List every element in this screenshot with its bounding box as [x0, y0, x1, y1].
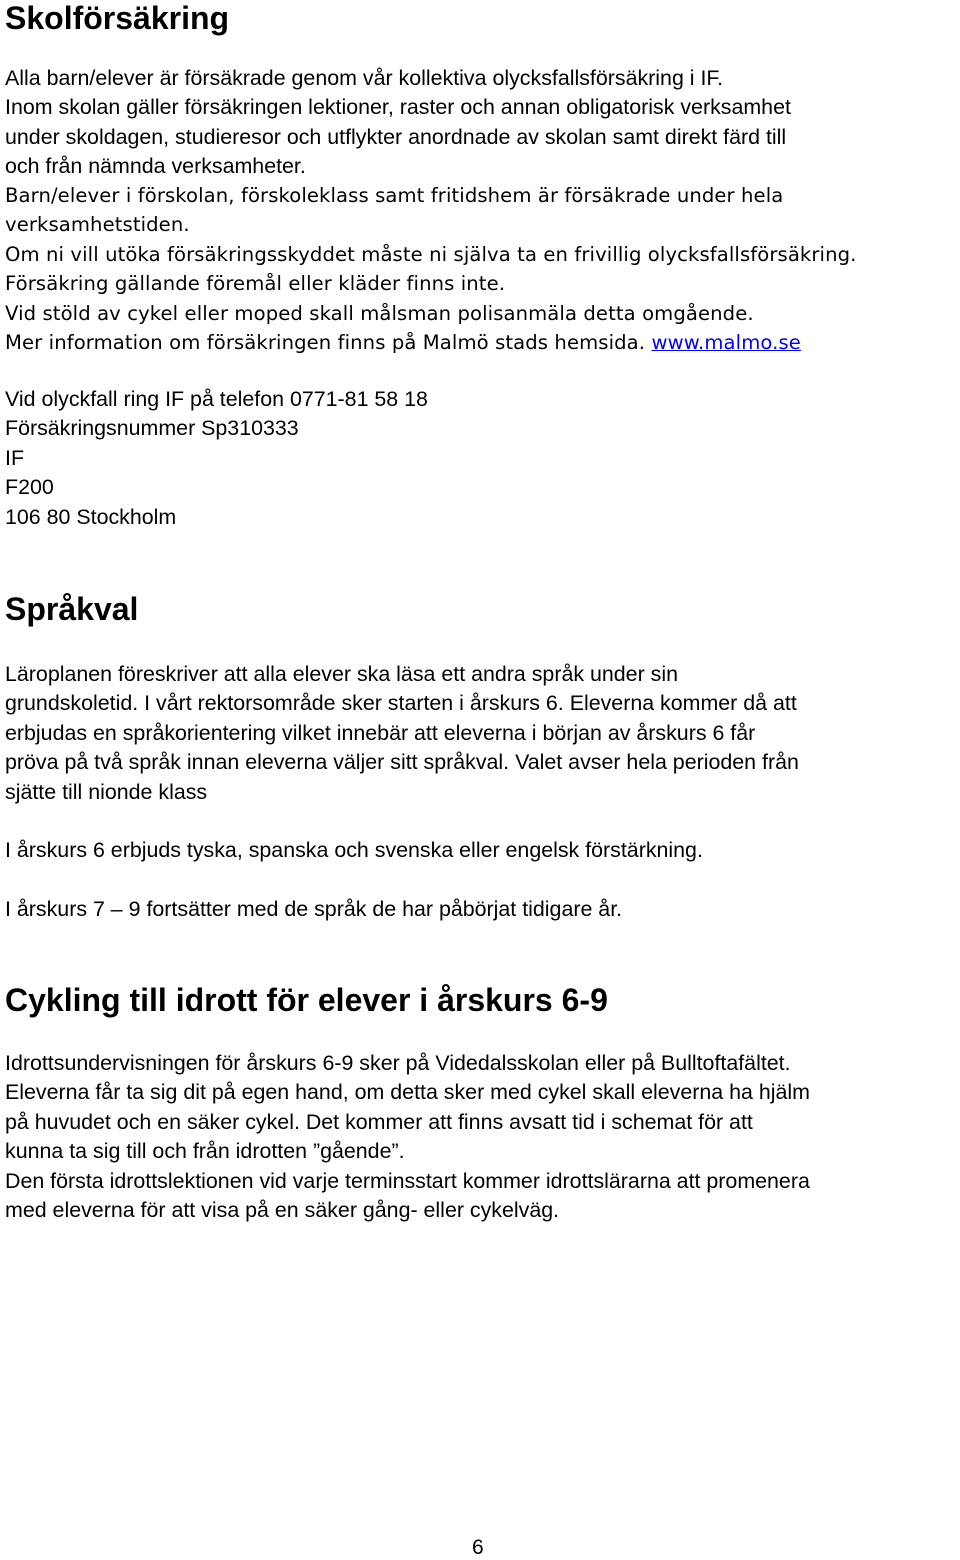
language-grade6: I årskurs 6 erbjuds tyska, spanska och svenska eller engelsk förstärkning.: [5, 838, 703, 862]
cycling-heading: Cykling till idrott för elever i årskurs 6-9: [5, 982, 608, 1018]
cycling-line: Den första idrottslektionen vid varje terminsstart kommer idrottslärarna att promenera: [5, 1168, 810, 1193]
cycling-line: kunna ta sig till och från idrotten ”gående”.: [5, 1139, 405, 1164]
malmo-website-link[interactable]: www.malmo.se: [651, 331, 801, 355]
insurance-heading: Skolförsäkring: [5, 0, 230, 36]
cycling-line: på huvudet och en säker cykel. Det kommer att finns avsatt tid i schemat för att: [5, 1109, 753, 1134]
contact-policy-number: Försäkringsnummer Sp310333: [5, 416, 299, 441]
insurance-intro-line: Alla barn/elever är försäkrade genom vår kollektiva olycksfallsförsäkring i IF.: [5, 66, 724, 90]
contact-phone-line: Vid olyckfall ring IF på telefon 0771-81 58 18: [5, 387, 428, 411]
insurance-extend-line: Om ni vill utöka försäkringsskyddet måste ni själva ta en frivillig olycksfallsförsäkring.: [5, 242, 857, 266]
language-line: Läroplanen föreskriver att alla elever ska läsa ett andra språk under sin: [5, 662, 678, 686]
insurance-info-text: Mer information om försäkringen finns på Malmö stads hemsida.: [5, 331, 652, 355]
insurance-intro: [5, 64, 960, 182]
cycling-paragraph: [5, 1049, 960, 1225]
contact-address-box: F200: [5, 475, 54, 500]
contact-company: IF: [5, 445, 25, 470]
insurance-scope-line: och från nämnda verksamheter.: [5, 154, 306, 179]
cycling-line: Idrottsundervisningen för årskurs 6-9 sker på Videdalsskolan eller på Bulltoftafältet.: [5, 1051, 791, 1075]
language-paragraph: [5, 660, 960, 807]
page-number: 6: [472, 1536, 484, 1559]
language-line: grundskoletid. I vårt rektorsområde sker starten i årskurs 6. Eleverna kommer då att: [5, 691, 797, 716]
insurance-preschool-line: verksamhetstiden.: [5, 213, 190, 237]
insurance-info-line: [5, 328, 960, 357]
contact-address-city: 106 80 Stockholm: [5, 504, 177, 529]
insurance-preschool: [5, 181, 960, 357]
language-line: sjätte till nionde klass: [5, 779, 208, 804]
language-line: pröva på två språk innan eleverna väljer sitt språkval. Valet avser hela perioden från: [5, 750, 799, 775]
language-grade7-9: I årskurs 7 – 9 fortsätter med de språk de har påbörjat tidigare år.: [5, 897, 623, 921]
insurance-scope-line: Inom skolan gäller försäkringen lektioner, raster och annan obligatorisk verksamhet: [5, 95, 791, 120]
insurance-contact: [5, 385, 960, 532]
language-line: erbjudas en språkorientering vilket innebär att eleverna i början av årskurs 6 får: [5, 720, 756, 745]
insurance-scope-line: under skoldagen, studieresor och utflykter anordnade av skolan samt direkt färd till: [5, 124, 787, 149]
insurance-items-line: Försäkring gällande föremål eller kläder finns inte.: [5, 272, 506, 296]
insurance-theft-line: Vid stöld av cykel eller moped skall målsman polisanmäla detta omgående.: [5, 301, 754, 325]
cycling-line: Eleverna får ta sig dit på egen hand, om detta sker med cykel skall eleverna ha hjälm: [5, 1080, 810, 1105]
cycling-line: med eleverna för att visa på en säker gång- eller cykelväg.: [5, 1198, 560, 1223]
language-heading: Språkval: [5, 591, 139, 627]
insurance-preschool-line: Barn/elever i förskolan, förskoleklass samt fritidshem är försäkrade under hela: [5, 184, 784, 207]
